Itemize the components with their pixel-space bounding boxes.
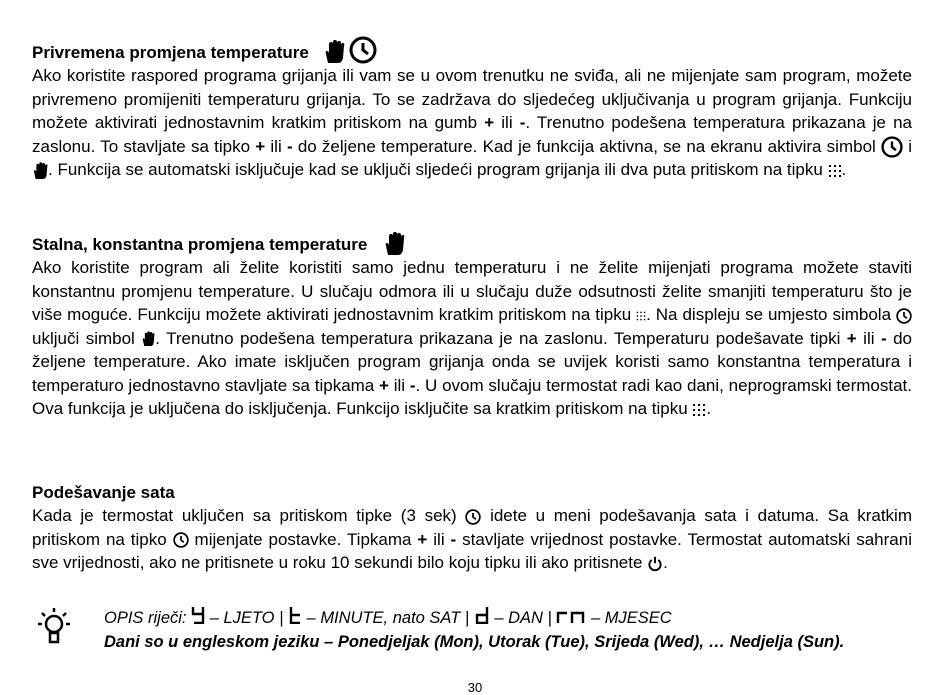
clock-icon	[173, 532, 189, 548]
segment-t-glyph	[288, 606, 302, 631]
menu-dots-icon	[692, 403, 706, 417]
section-body: Kada je termostat uključen sa pritiskom tipke (3 sek) idete u meni podešavanja sata i datuma. Sa kratkim pritiskom na tipko mijenjate postavke. Tipkama + ili - stavljate vrijednost postavke. Termostat automatski sahrani sve vrijednosti, ako ne pritisnete u roku 10 sekundi bilo koju tipku ili ako pritisnete .	[32, 506, 912, 572]
section-clock-setting	[32, 482, 912, 575]
power-icon	[647, 556, 663, 572]
clock-icon	[881, 136, 903, 158]
section-body: Ako koristite raspored programa grijanja ili vam se u ovom trenutku ne sviđa, ali ne mijenjate sam program, možete privremeno promijeniti temperaturu grijanja. To se zadržava do sljedećeg uključivanja u program grijanja. Funkciju možete aktivirati jednostavnim kratkim pritiskom na gumb + ili -. Trenutno podešena temperatura prikazana je na zaslonu. To stavljate sa tipko + ili - do željene temperature. Kad je funkcija aktivna, se na ekranu aktivira simbol i . Funkcija se automatski isključuje kad se uključi sljedeći program grijanja ili dva puta pritiskom na tipku .	[32, 66, 913, 180]
note-line-2: Dani so u engleskom jeziku – Ponedjeljak (Mon), Utorak (Tue), Srijeda (Wed), … Nedjelja (Sun).	[104, 633, 845, 651]
section-constant-change	[32, 232, 912, 421]
clock-icon	[896, 308, 912, 324]
segment-d-glyph	[474, 606, 490, 631]
hand-icon	[383, 232, 405, 256]
section-temporary-change	[32, 36, 912, 182]
clock-icon	[465, 509, 481, 525]
section-title: Podešavanje sata	[32, 483, 175, 502]
hand-icon	[32, 162, 48, 180]
section-title: Privremena promjena temperature	[32, 36, 912, 64]
clock-icon	[349, 36, 377, 64]
hand-icon	[141, 331, 155, 347]
page-number: 30	[467, 680, 483, 695]
note-text	[104, 606, 912, 654]
segment-rn-glyph	[556, 606, 586, 631]
lightbulb-icon	[32, 606, 76, 655]
menu-dots-icon	[636, 311, 646, 321]
section-body: Ako koristite program ali želite koristiti samo jednu temperaturu i ne želite mijenjati programa možete staviti konstantnu promjenu temperature. U slučaju odmora ili u slučaju duže odsutnosti želite smanjiti temperaturu što je više moguće. Funkciju možete aktivirati jednostavnim kratkim pritiskom na tipku . Na displeju se umjesto simbola uključi simbol . Trenutno podešena temperatura prikazana je na zaslonu. Temperaturu podešavate tipki + ili - do željene temperature. Ako imate isključen program grijanja onda se uvijek koristi samo konstantna temperatura i temperaturo jednostavno stavljate sa tipkama + ili -. U ovom slučaju termostat radi kao dani, neprogramski termostat. Ova funkcija je uključena do isključenja. Funkcijo isključite sa kratkim pritiskom na tipku .	[32, 258, 912, 418]
hand-icon	[323, 40, 345, 64]
note-line-1: OPIS riječi: – LJETO | – MINUTE, nato SAT | – DAN | – MJESEC	[104, 606, 912, 631]
section-title: Stalna, konstantna promjena temperature	[32, 232, 912, 256]
segment-y-glyph	[191, 606, 205, 631]
menu-dots-icon	[828, 164, 842, 178]
